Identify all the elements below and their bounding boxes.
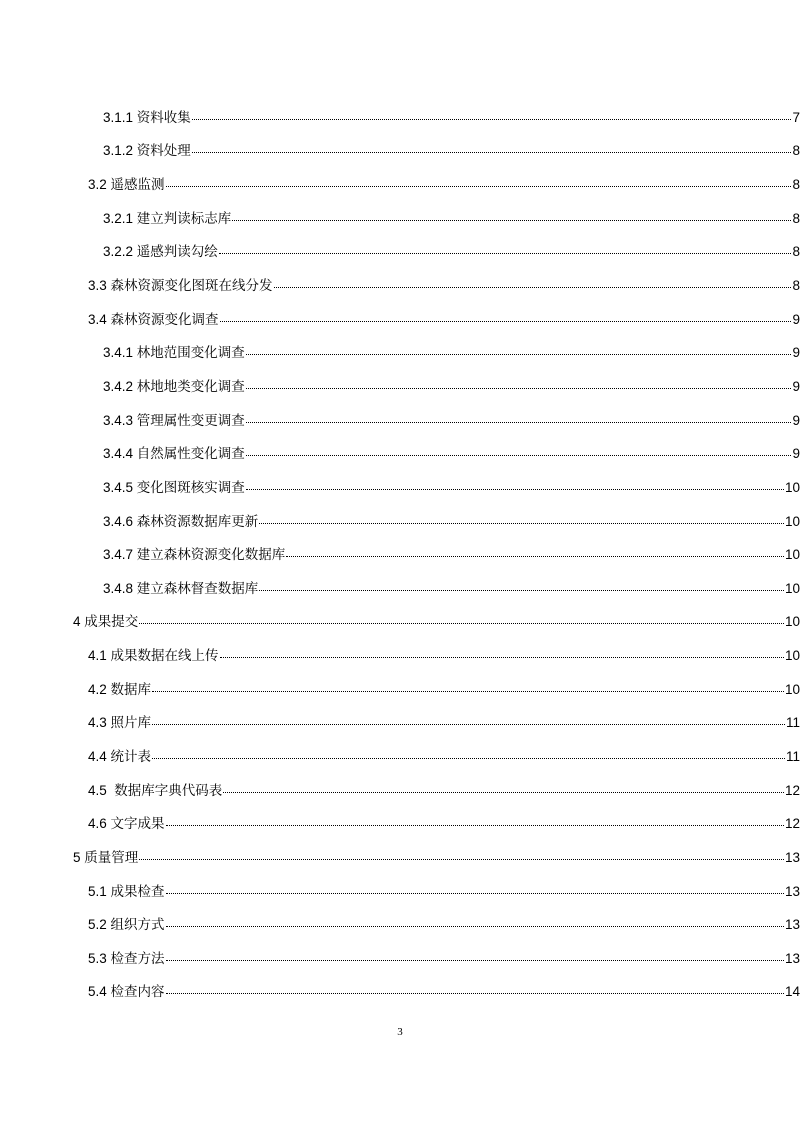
toc-title: 数据库 bbox=[110, 681, 152, 697]
toc-title: 成果数据在线上传 bbox=[110, 648, 219, 664]
toc-page-number: 13 bbox=[784, 883, 800, 899]
toc-page-number: 7 bbox=[792, 109, 800, 125]
toc-title: 遥感判读勾绘 bbox=[136, 244, 218, 260]
dotted-leader bbox=[139, 858, 784, 860]
toc-number: 3.4.8 bbox=[103, 580, 134, 596]
toc-number: 5.2 bbox=[88, 917, 107, 933]
toc-title: 森林资源变化图斑在线分发 bbox=[110, 278, 273, 294]
dotted-leader bbox=[166, 185, 792, 187]
toc-title: 资料收集 bbox=[136, 109, 191, 125]
toc-entry-3-4[interactable] bbox=[0, 303, 800, 337]
toc-number: 4.1 bbox=[88, 648, 107, 664]
toc-title: 质量管理 bbox=[84, 849, 139, 865]
toc-title: 建立森林资源变化数据库 bbox=[136, 547, 286, 563]
toc-page-number: 10 bbox=[784, 513, 800, 529]
toc-title: 建立森林督查数据库 bbox=[136, 580, 259, 596]
toc-entry-3-2-1[interactable] bbox=[0, 202, 800, 236]
toc-entry-3-4-7[interactable] bbox=[0, 538, 800, 572]
toc-entry-5-1[interactable] bbox=[0, 875, 800, 909]
toc-number: 3.4.3 bbox=[103, 412, 134, 428]
toc-number: 4.5 bbox=[88, 782, 107, 798]
toc-number: 3.4.5 bbox=[103, 479, 134, 495]
dotted-leader bbox=[166, 992, 784, 994]
toc-page-number: 12 bbox=[784, 816, 800, 832]
toc-title: 变化图斑核实调查 bbox=[136, 479, 245, 495]
dotted-leader bbox=[232, 219, 791, 221]
dotted-leader bbox=[223, 791, 784, 793]
toc-page-number: 8 bbox=[792, 177, 800, 193]
toc-number: 4.4 bbox=[88, 748, 107, 764]
toc-page-number: 8 bbox=[792, 210, 800, 226]
toc-title: 成果提交 bbox=[84, 614, 139, 630]
toc-title: 建立判读标志库 bbox=[136, 210, 232, 226]
toc-entry-3-4-1[interactable] bbox=[0, 336, 800, 370]
toc-entry-5-2[interactable] bbox=[0, 908, 800, 942]
dotted-leader bbox=[246, 353, 792, 355]
toc-number: 3.4 bbox=[88, 311, 107, 327]
toc-page-number: 8 bbox=[792, 143, 800, 159]
dotted-leader bbox=[139, 622, 784, 624]
dotted-leader bbox=[166, 959, 784, 961]
toc-title: 照片库 bbox=[110, 715, 152, 731]
dotted-leader bbox=[286, 555, 784, 557]
toc-title: 林地范围变化调查 bbox=[136, 345, 245, 361]
toc-entry-4[interactable] bbox=[0, 606, 800, 640]
toc-page-number: 13 bbox=[784, 917, 800, 933]
toc-page-number: 10 bbox=[784, 614, 800, 630]
toc-number: 4.6 bbox=[88, 816, 107, 832]
toc-number: 3.3 bbox=[88, 278, 107, 294]
toc-entry-4-5[interactable] bbox=[0, 774, 800, 808]
toc-number: 3.4.1 bbox=[103, 345, 134, 361]
toc-number: 3.2 bbox=[88, 177, 107, 193]
toc-number: 3.1.2 bbox=[103, 143, 134, 159]
toc-page-number: 9 bbox=[792, 378, 800, 394]
toc-number: 4.3 bbox=[88, 715, 107, 731]
toc-title: 组织方式 bbox=[110, 917, 165, 933]
table-of-contents bbox=[0, 101, 800, 1009]
toc-number: 4.2 bbox=[88, 681, 107, 697]
toc-title: 林地地类变化调查 bbox=[136, 378, 245, 394]
dotted-leader bbox=[246, 488, 784, 490]
toc-page-number: 13 bbox=[784, 849, 800, 865]
toc-entry-3-2[interactable] bbox=[0, 168, 800, 202]
toc-entry-4-1[interactable] bbox=[0, 639, 800, 673]
toc-title: 遥感监测 bbox=[110, 177, 165, 193]
page-number-footer: 3 bbox=[397, 1026, 403, 1038]
toc-entry-3-1-1[interactable] bbox=[0, 101, 800, 135]
toc-page-number: 10 bbox=[784, 648, 800, 664]
dotted-leader bbox=[274, 286, 792, 288]
toc-title: 文字成果 bbox=[110, 816, 165, 832]
dotted-leader bbox=[246, 421, 792, 423]
toc-entry-3-3[interactable] bbox=[0, 269, 800, 303]
dotted-leader bbox=[166, 925, 784, 927]
toc-title: 检查方法 bbox=[110, 950, 165, 966]
toc-entry-3-2-2[interactable] bbox=[0, 236, 800, 270]
dotted-leader bbox=[152, 723, 785, 725]
toc-title: 检查内容 bbox=[110, 984, 165, 1000]
toc-page-number: 9 bbox=[792, 412, 800, 428]
toc-number: 3.4.7 bbox=[103, 547, 134, 563]
toc-number: 5.3 bbox=[88, 950, 107, 966]
toc-title: 成果检查 bbox=[110, 883, 165, 899]
toc-page-number: 11 bbox=[785, 715, 800, 731]
toc-entry-4-4[interactable] bbox=[0, 740, 800, 774]
toc-entry-3-4-3[interactable] bbox=[0, 404, 800, 438]
toc-number: 4 bbox=[73, 614, 81, 630]
toc-number: 3.4.2 bbox=[103, 378, 134, 394]
toc-page-number: 11 bbox=[785, 748, 800, 764]
toc-entry-4-2[interactable] bbox=[0, 673, 800, 707]
toc-title: 数据库字典代码表 bbox=[110, 782, 223, 798]
toc-page-number: 13 bbox=[784, 950, 800, 966]
dotted-leader bbox=[152, 690, 784, 692]
toc-title: 统计表 bbox=[110, 748, 152, 764]
toc-number: 3.4.6 bbox=[103, 513, 134, 529]
toc-page-number: 10 bbox=[784, 580, 800, 596]
toc-page-number: 9 bbox=[792, 311, 800, 327]
toc-title: 森林资源变化调查 bbox=[110, 311, 219, 327]
toc-entry-5-3[interactable] bbox=[0, 942, 800, 976]
toc-title: 管理属性变更调查 bbox=[136, 412, 245, 428]
toc-page-number: 10 bbox=[784, 479, 800, 495]
dotted-leader bbox=[259, 522, 784, 524]
toc-number: 3.1.1 bbox=[103, 109, 134, 125]
toc-entry-3-1-2[interactable] bbox=[0, 135, 800, 169]
toc-page-number: 9 bbox=[792, 345, 800, 361]
toc-number: 5 bbox=[73, 849, 81, 865]
dotted-leader bbox=[219, 252, 792, 254]
dotted-leader bbox=[192, 118, 792, 120]
toc-title: 森林资源数据库更新 bbox=[136, 513, 259, 529]
toc-number: 3.2.1 bbox=[103, 210, 134, 226]
dotted-leader bbox=[246, 454, 792, 456]
dotted-leader bbox=[192, 151, 792, 153]
dotted-leader bbox=[259, 589, 784, 591]
toc-page-number: 9 bbox=[792, 446, 800, 462]
toc-entry-3-4-2[interactable] bbox=[0, 370, 800, 404]
toc-number: 3.4.4 bbox=[103, 446, 134, 462]
toc-page-number: 8 bbox=[792, 244, 800, 260]
toc-number: 3.2.2 bbox=[103, 244, 134, 260]
toc-number: 5.1 bbox=[88, 883, 107, 899]
dotted-leader bbox=[246, 387, 792, 389]
toc-entry-3-4-4[interactable] bbox=[0, 437, 800, 471]
toc-page-number: 8 bbox=[792, 278, 800, 294]
toc-entry-5-4[interactable] bbox=[0, 976, 800, 1010]
toc-entry-3-4-8[interactable] bbox=[0, 572, 800, 606]
dotted-leader bbox=[166, 824, 784, 826]
toc-entry-3-4-5[interactable] bbox=[0, 471, 800, 505]
toc-page-number: 10 bbox=[784, 547, 800, 563]
dotted-leader bbox=[166, 892, 784, 894]
dotted-leader bbox=[152, 757, 785, 759]
toc-entry-3-4-6[interactable] bbox=[0, 505, 800, 539]
toc-page-number: 10 bbox=[784, 681, 800, 697]
toc-entry-5[interactable] bbox=[0, 841, 800, 875]
toc-page-number: 14 bbox=[784, 984, 800, 1000]
dotted-leader bbox=[220, 320, 792, 322]
toc-page-number: 12 bbox=[784, 782, 800, 798]
toc-entry-4-3[interactable] bbox=[0, 707, 800, 741]
toc-title: 自然属性变化调查 bbox=[136, 446, 245, 462]
toc-entry-4-6[interactable] bbox=[0, 807, 800, 841]
toc-title: 资料处理 bbox=[136, 143, 191, 159]
dotted-leader bbox=[220, 656, 784, 658]
toc-number: 5.4 bbox=[88, 984, 107, 1000]
